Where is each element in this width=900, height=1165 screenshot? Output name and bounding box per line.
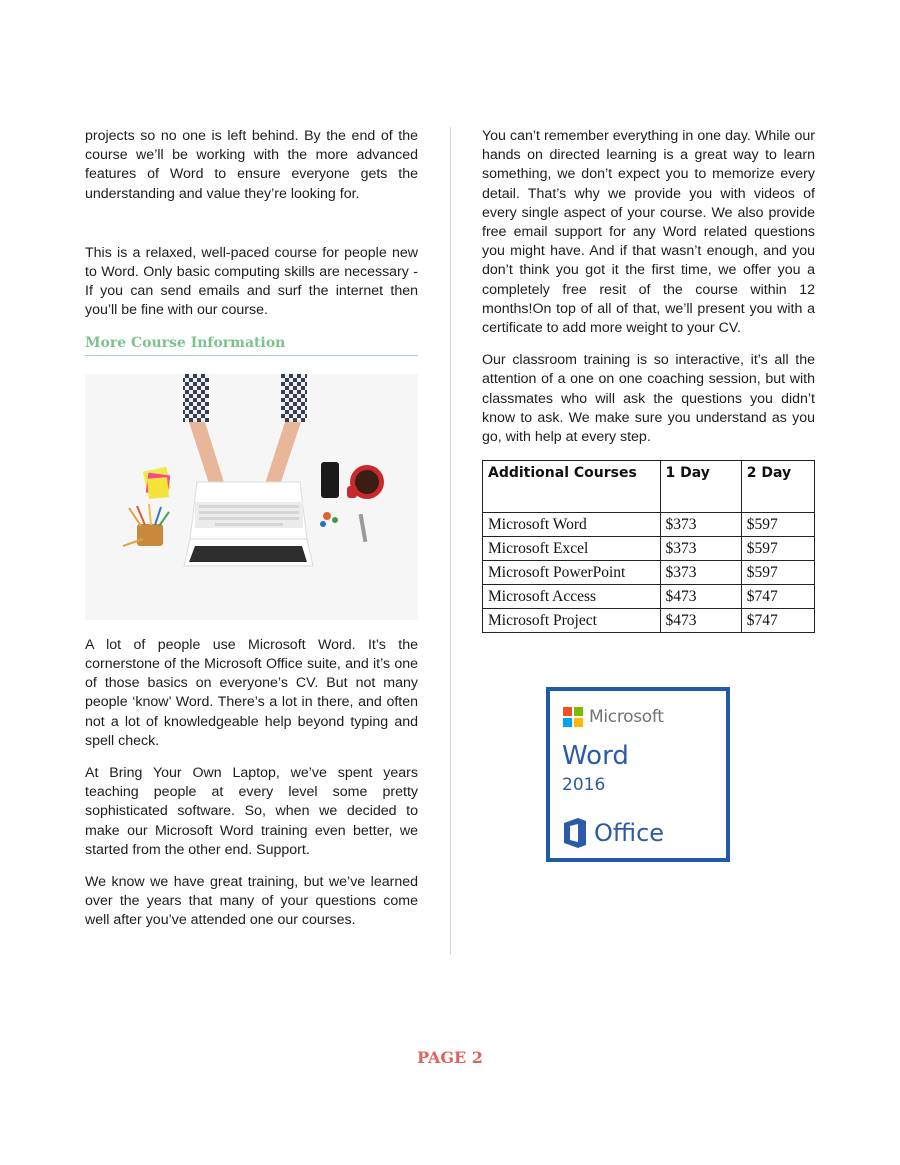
column-divider bbox=[450, 127, 451, 955]
left-paragraph-2: This is a relaxed, well-paced course for people new to Word. Only basic computing skills are necessary - If you can send emails and surf the internet then you’ll be fine with our course. bbox=[85, 244, 418, 319]
left-paragraph-4: At Bring Your Own Laptop, we’ve spent years teaching people at every level some pretty sophisticated software. So, when we decided to make our Microsoft Word training even better, we started from the other end. Support. bbox=[85, 765, 418, 858]
product-name: Word bbox=[562, 741, 629, 771]
word-2016-logo bbox=[546, 687, 730, 862]
price-1-day: $473 bbox=[660, 609, 741, 633]
price-1-day: $373 bbox=[660, 561, 741, 585]
price-2-day: $747 bbox=[741, 609, 814, 633]
price-2-day: $747 bbox=[741, 585, 814, 609]
course-name: Microsoft Excel bbox=[483, 537, 661, 561]
price-1-day: $373 bbox=[660, 513, 741, 537]
table-row bbox=[483, 585, 815, 609]
left-paragraph-5: We know we have great training, but we’ve learned over the years that many of your questions come well after you’ve attended one our courses. bbox=[85, 874, 418, 929]
table-header-2-day: 2 Day bbox=[741, 461, 814, 513]
table-row bbox=[483, 609, 815, 633]
course-name: Microsoft PowerPoint bbox=[483, 561, 661, 585]
table-row bbox=[483, 537, 815, 561]
left-paragraph-3: A lot of people use Microsoft Word. It’s the cornerstone of the Microsoft Office suite, and it’s one of those basics on everyone’s CV. But not many people ‘know’ Word. There’s a lot in there, and often not a lot of knowledgeable help beyond typing and spell check. bbox=[85, 636, 418, 749]
page-number: PAGE 2 bbox=[417, 1048, 483, 1067]
table-row bbox=[483, 513, 815, 537]
microsoft-text: Microsoft bbox=[589, 707, 664, 727]
course-name: Microsoft Project bbox=[483, 609, 661, 633]
office-brand bbox=[564, 818, 664, 848]
course-name: Microsoft Word bbox=[483, 513, 661, 537]
table-header-1-day: 1 Day bbox=[660, 461, 741, 513]
section-heading: More Course Information bbox=[85, 334, 418, 356]
right-paragraph-1: You can’t remember everything in one day. While our hands on directed learning is a great way to learn something, we don’t expect you to memorize every detail. That’s why we provide you with videos of every single aspect of your course. We also provide free email support for any Word related questions you might have. And if that wasn’t enough, and you don’t think you got it the first time, we offer you a completely free resit of the course within 12 months!On top of all of that, we’ll present you with a certificate to add more weight to your CV. bbox=[482, 128, 815, 337]
table-header-course: Additional Courses bbox=[483, 461, 661, 513]
price-2-day: $597 bbox=[741, 561, 814, 585]
left-paragraph-1: projects so no one is left behind. By the end of the course we’ll be working with the more advanced features of Word to ensure everyone gets the understanding and value they’re looking for. bbox=[85, 128, 418, 202]
product-year: 2016 bbox=[562, 775, 606, 795]
course-name: Microsoft Access bbox=[483, 585, 661, 609]
price-1-day: $473 bbox=[660, 585, 741, 609]
price-2-day: $597 bbox=[741, 537, 814, 561]
courses-table bbox=[482, 460, 815, 633]
laptop-desk-photo bbox=[85, 374, 418, 620]
left-column bbox=[85, 127, 418, 944]
price-2-day: $597 bbox=[741, 513, 814, 537]
office-icon bbox=[564, 818, 586, 848]
price-1-day: $373 bbox=[660, 537, 741, 561]
table-row bbox=[483, 561, 815, 585]
microsoft-logo-icon bbox=[563, 707, 583, 727]
right-column bbox=[482, 127, 815, 633]
table-header-row bbox=[483, 461, 815, 513]
office-text: Office bbox=[594, 819, 665, 847]
microsoft-brand bbox=[563, 707, 664, 727]
right-paragraph-2: Our classroom training is so interactive, it’s all the attention of a one on one coaching session, but with classmates who will ask the questions you didn’t know to ask. We make sure you understand as you go, with help at every step. bbox=[482, 352, 815, 446]
